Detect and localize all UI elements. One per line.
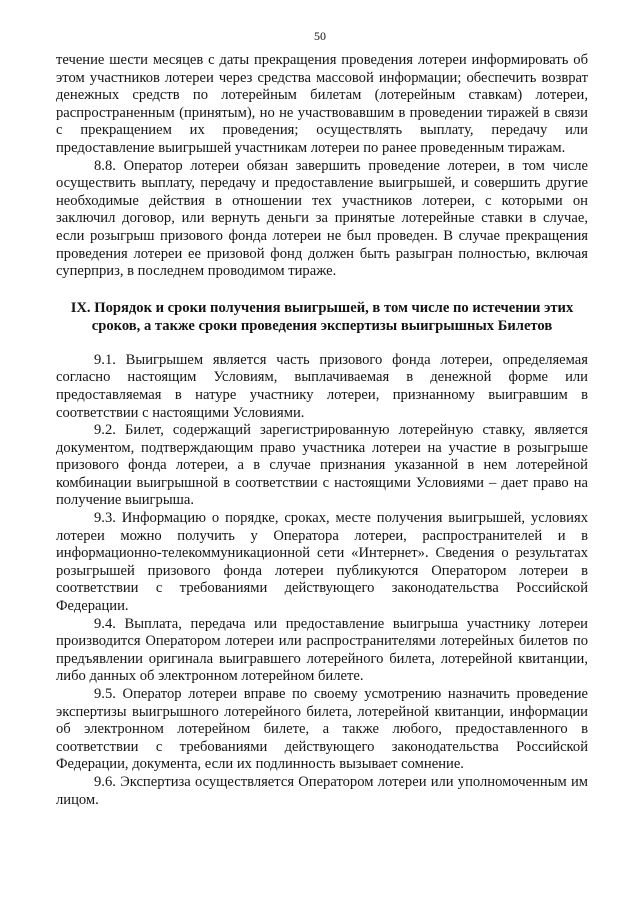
paragraph-9-2: 9.2. Билет, содержащий зарегистрированную лотерейную ставку, является документом, подтверждающим право участника лотереи на участие в розыгрыше призового фонда лотереи, а в случае признания указанной в нем лотерейной комбинации выигрышной в соответствии с настоящими Условиями – дает право на получение выигрыша.: [56, 422, 588, 509]
paragraph-9-4: 9.4. Выплата, передача или предоставление выигрыша участнику лотереи производится Оператором лотереи или распространителями лотерейных билетов по предъявлении оригинала выигравшего лотерейного билета, лотерейной квитанции, либо данных об электронном лотерейном билете.: [56, 615, 588, 685]
paragraph-9-3: 9.3. Информацию о порядке, сроках, месте получения выигрышей, условиях лотереи можно получить у Оператора лотереи, распространителей и в информационно-телекоммуникационной сети «Интернет». Сведения о результатах розыгрышей призового фонда лотереи публикуются Оператором лотереи в соответствии с требованиями действующего законодательства Российской Федерации.: [56, 510, 588, 615]
paragraph-9-5: 9.5. Оператор лотереи вправе по своему усмотрению назначить проведение экспертизы выигрышного лотерейного билета, лотерейной квитанции, информации об электронном лотерейном билете, а также любого, предоставленного в соответствии с требованиями действующего законодательства Российской Федерации, документа, если их подлинность вызывает сомнение.: [56, 686, 588, 773]
section-heading: IX. Порядок и сроки получения выигрышей, в том числе по истечении этих сроков, а также сроки проведения экспертизы выигрышных Билетов: [70, 299, 574, 334]
paragraph-continued: течение шести месяцев с даты прекращения проведения лотереи информировать об этом участников лотереи через средства массовой информации; обеспечить возврат денежных средств по лотерейным билетам (лотерейным ставкам) лотереи, распространенным (принятым), но не участвовавшим в проведении тиражей в связи с прекращением их проведения; осуществлять выплату, передачу или предоставление выигрышей участникам лотереи по ранее проведенным тиражам.: [56, 52, 588, 156]
paragraph-9-6: 9.6. Экспертиза осуществляется Оператором лотереи или уполномоченным им лицом.: [56, 773, 588, 808]
document-body: [56, 52, 588, 809]
paragraph-8-8: 8.8. Оператор лотереи обязан завершить проведение лотереи, в том числе осуществить выплату, передачу и предоставление выигрышей, и совершить другие необходимые действия в отношении тех участников лотереи, с которыми он заключил договор, или вернуть деньги за принятые лотерейные ставки в случае, если розыгрыш призового фонда лотереи не был проведен. В случае прекращения проведения лотереи ее призовой фонд должен быть разыгран полностью, включая суперприз, в последнем проводимом тираже.: [56, 157, 588, 280]
paragraph-9-1: 9.1. Выигрышем является часть призового фонда лотереи, определяемая согласно настоящим Условиям, выплачиваемая в денежной форме или предоставляемая в натуре участнику лотереи, признанному выигравшим в соответствии с настоящими Условиями.: [56, 351, 588, 421]
page-number: 50: [314, 29, 326, 43]
